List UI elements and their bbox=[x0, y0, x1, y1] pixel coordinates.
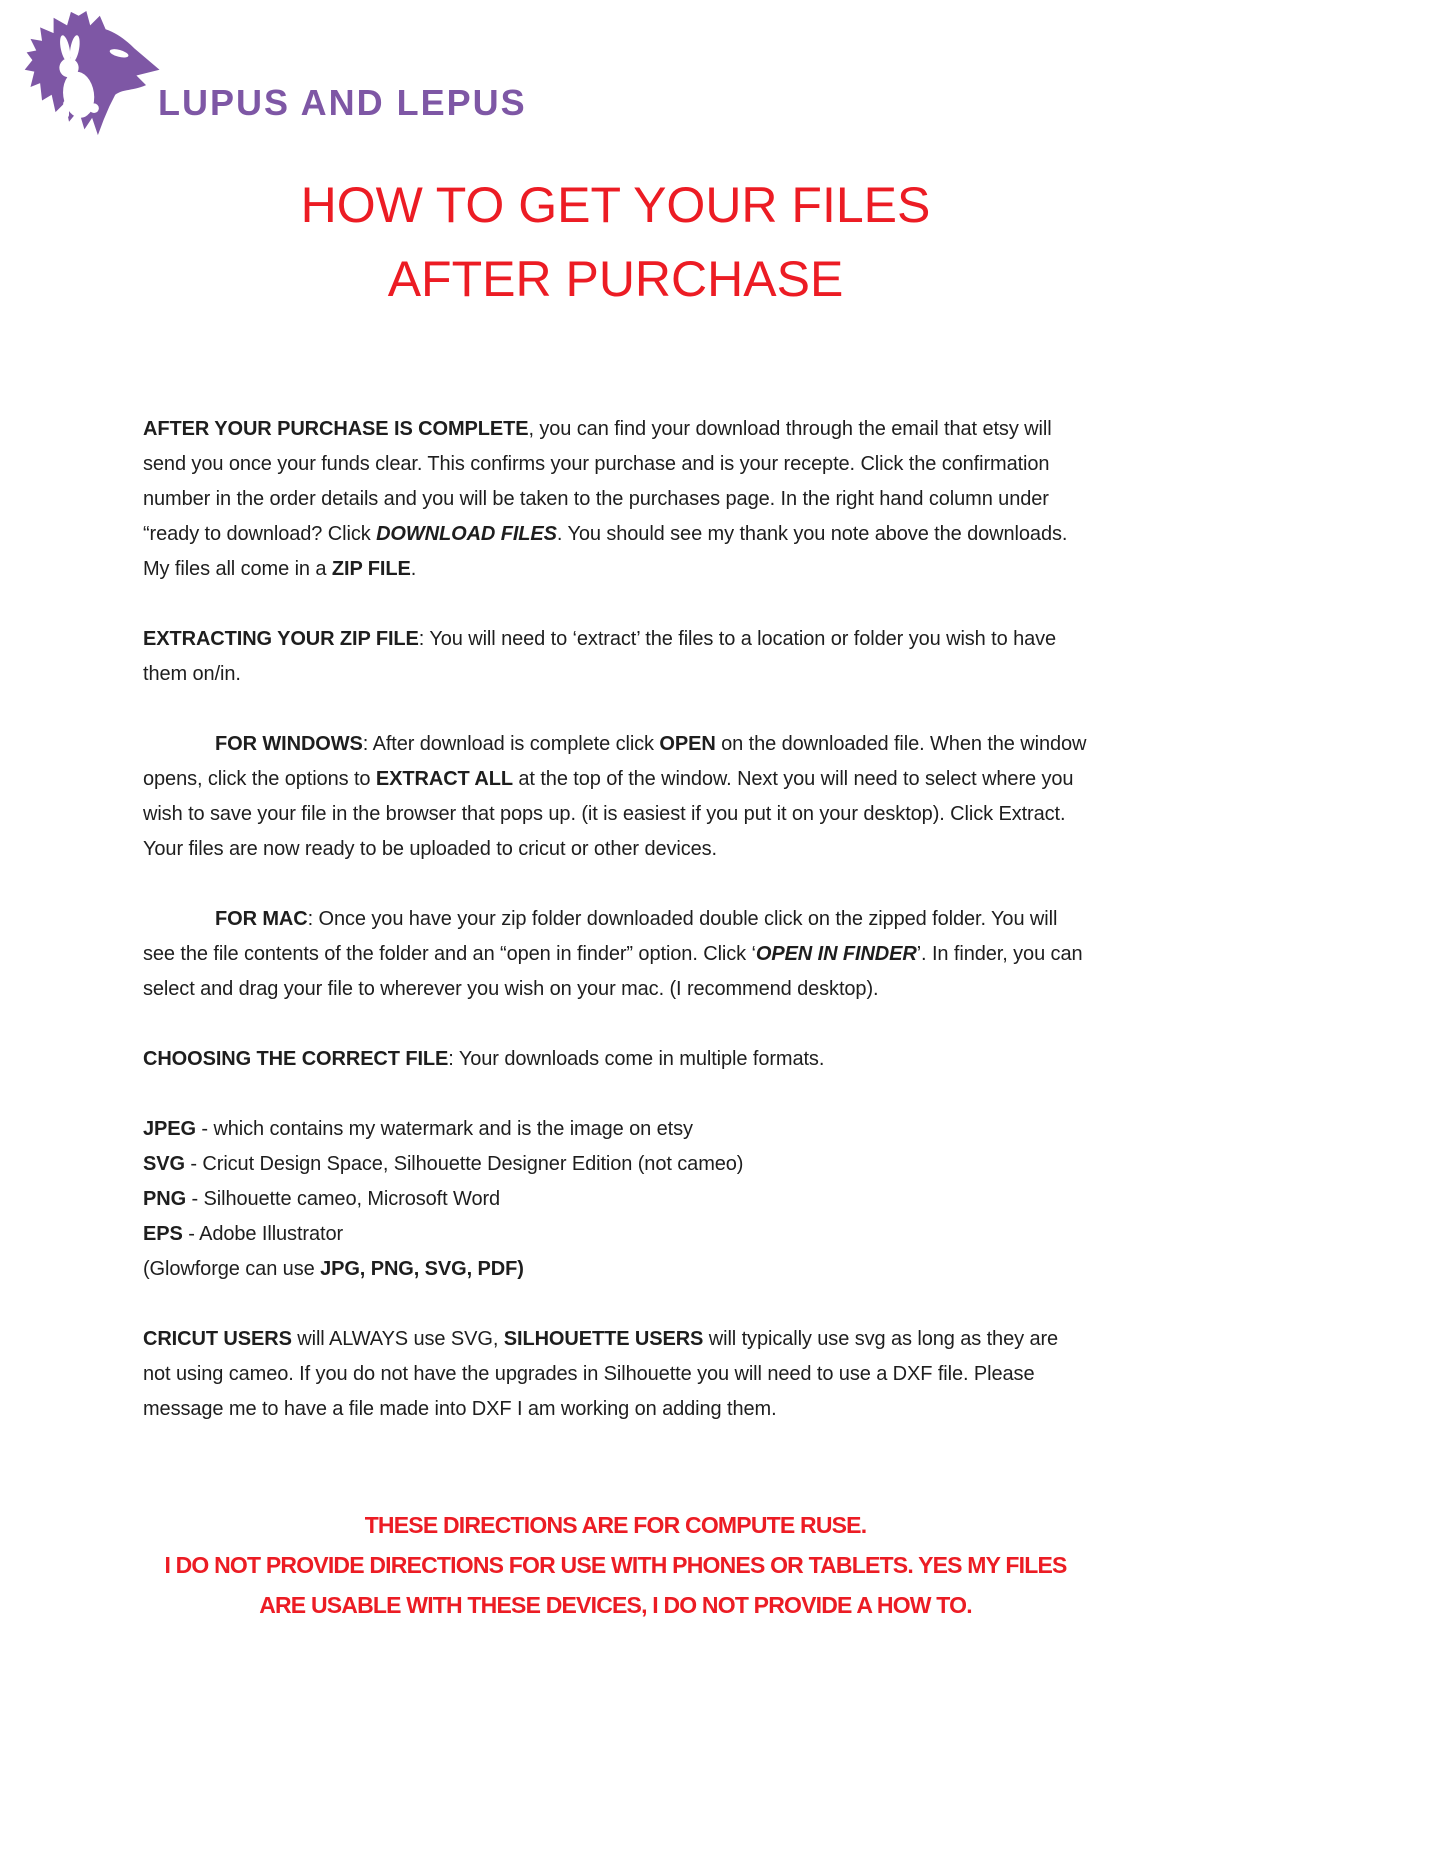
notice-line-2: I DO NOT PROVIDE DIRECTIONS FOR USE WITH PHONES OR TABLETS. YES MY FILES bbox=[164, 1552, 1067, 1578]
brand-name: LUPUS AND LEPUS bbox=[158, 82, 527, 123]
paragraph-choosing-file: CHOOSING THE CORRECT FILE: Your downloads come in multiple formats. bbox=[143, 1048, 825, 1070]
paragraph-cricut-users: CRICUT USERS will ALWAYS use SVG, SILHOUETTE USERS will typically use svg as long as they are not using cameo. If you do not have the upgrades in Silhouette you will need to use a DXF file. Please message me to have a file made into DXF I am working on adding them. bbox=[143, 1328, 1059, 1420]
format-list bbox=[143, 1112, 1088, 1287]
red-notice bbox=[143, 1505, 1088, 1625]
notice-line-1: THESE DIRECTIONS ARE FOR COMPUTE RUSE. bbox=[364, 1512, 867, 1538]
title-line-1: HOW TO GET YOUR FILES bbox=[300, 177, 931, 233]
paragraph-for-windows: FOR WINDOWS: After download is complete click OPEN on the downloaded file. When the window opens, click the options to EXTRACT ALL at the top of the window. Next you will need to select where you wish to save your file in the browser that pops up. (it is easiest if you put it on your desktop). Click Extract. Your files are now ready to be uploaded to cricut or other devices. bbox=[143, 733, 1087, 860]
brand-logo bbox=[20, 10, 1445, 140]
page-title bbox=[143, 168, 1088, 316]
instructions-body bbox=[143, 412, 1088, 1427]
wolf-rabbit-logo-icon bbox=[20, 10, 170, 140]
format-line-svg: SVG - Cricut Design Space, Silhouette Designer Edition (not cameo) bbox=[143, 1153, 744, 1175]
format-line-png: PNG - Silhouette cameo, Microsoft Word bbox=[143, 1188, 501, 1210]
title-line-2: AFTER PURCHASE bbox=[387, 251, 844, 307]
paragraph-extracting-zip: EXTRACTING YOUR ZIP FILE: You will need to ‘extract’ the files to a location or folder you wish to have them on/in. bbox=[143, 628, 1057, 685]
paragraph-after-purchase: AFTER YOUR PURCHASE IS COMPLETE, you can find your download through the email that etsy will send you once your funds clear. This confirms your purchase and is your recepte. Click the confirmation number in the order details and you will be taken to the purchases page. In the right hand column under “ready to download? Click DOWNLOAD FILES. You should see my thank you note above the downloads. My files all come in a ZIP FILE. bbox=[143, 418, 1068, 580]
format-line-eps: EPS - Adobe Illustrator bbox=[143, 1223, 344, 1245]
notice-line-3: ARE USABLE WITH THESE DEVICES, I DO NOT PROVIDE A HOW TO. bbox=[259, 1592, 972, 1618]
format-line-jpeg: JPEG - which contains my watermark and is the image on etsy bbox=[143, 1118, 693, 1140]
paragraph-for-mac: FOR MAC: Once you have your zip folder downloaded double click on the zipped folder. You will see the file contents of the folder and an “open in finder” option. Click ‘OPEN IN FINDER’. In finder, you can select and drag your file to wherever you wish on your mac. (I recommend desktop). bbox=[143, 908, 1083, 1000]
format-line-glowforge: (Glowforge can use JPG, PNG, SVG, PDF) bbox=[143, 1258, 524, 1280]
